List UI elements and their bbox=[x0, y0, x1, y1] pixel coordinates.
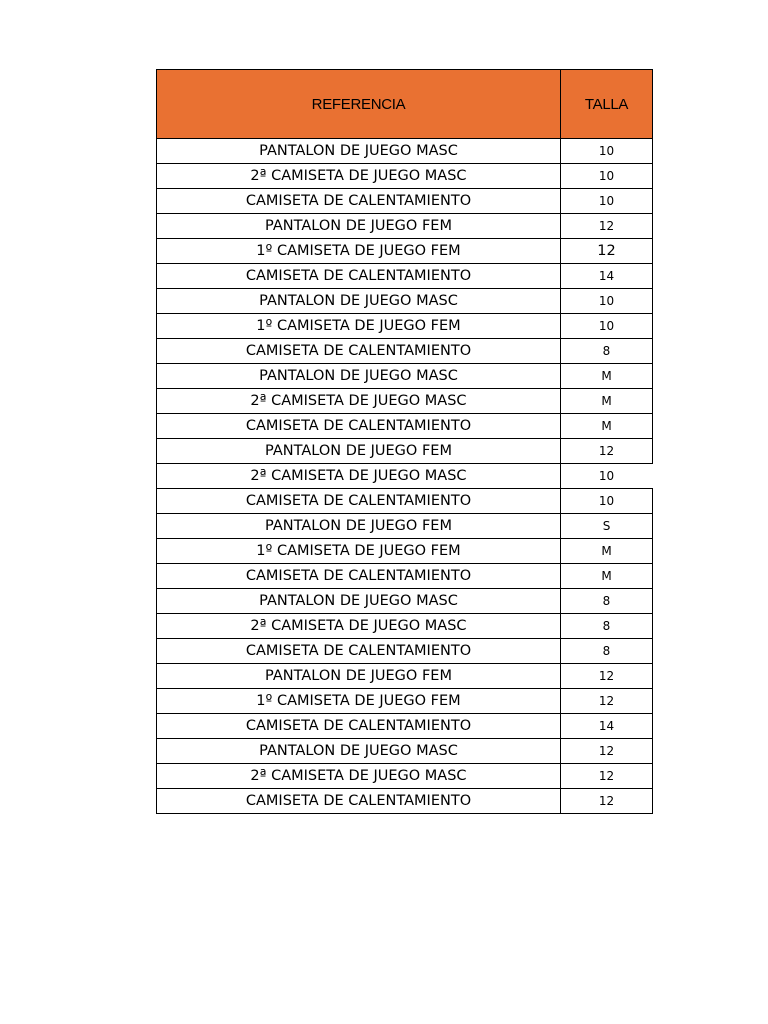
cell-referencia: PANTALON DE JUEGO FEM bbox=[157, 664, 561, 689]
cell-talla: 12 bbox=[561, 689, 653, 714]
cell-talla: 10 bbox=[561, 189, 653, 214]
cell-referencia: 2ª CAMISETA DE JUEGO MASC bbox=[157, 164, 561, 189]
table-row bbox=[157, 639, 653, 664]
cell-referencia: PANTALON DE JUEGO MASC bbox=[157, 739, 561, 764]
cell-talla: 8 bbox=[561, 639, 653, 664]
table-row bbox=[157, 414, 653, 439]
table-row bbox=[157, 739, 653, 764]
table-row bbox=[157, 489, 653, 514]
cell-referencia: CAMISETA DE CALENTAMIENTO bbox=[157, 339, 561, 364]
header-talla: TALLA bbox=[561, 70, 653, 139]
table-row bbox=[157, 364, 653, 389]
cell-referencia: 1º CAMISETA DE JUEGO FEM bbox=[157, 539, 561, 564]
cell-talla: 12 bbox=[561, 439, 653, 464]
cell-referencia: CAMISETA DE CALENTAMIENTO bbox=[157, 714, 561, 739]
cell-talla: 10 bbox=[561, 489, 653, 514]
table-row bbox=[157, 564, 653, 589]
cell-talla: 10 bbox=[561, 289, 653, 314]
table-row bbox=[157, 714, 653, 739]
cell-referencia: CAMISETA DE CALENTAMIENTO bbox=[157, 189, 561, 214]
table-row bbox=[157, 339, 653, 364]
cell-referencia: PANTALON DE JUEGO FEM bbox=[157, 514, 561, 539]
table-row bbox=[157, 314, 653, 339]
cell-talla: 12 bbox=[561, 239, 653, 264]
cell-talla: 12 bbox=[561, 764, 653, 789]
cell-referencia: PANTALON DE JUEGO MASC bbox=[157, 139, 561, 164]
cell-talla: 14 bbox=[561, 714, 653, 739]
cell-talla: M bbox=[561, 364, 653, 389]
cell-referencia: 2ª CAMISETA DE JUEGO MASC bbox=[157, 614, 561, 639]
cell-referencia: PANTALON DE JUEGO FEM bbox=[157, 214, 561, 239]
table-row bbox=[157, 514, 653, 539]
cell-talla: 12 bbox=[561, 739, 653, 764]
cell-talla: 10 bbox=[561, 164, 653, 189]
cell-referencia: CAMISETA DE CALENTAMIENTO bbox=[157, 564, 561, 589]
table-row bbox=[157, 389, 653, 414]
table-row bbox=[157, 689, 653, 714]
cell-referencia: CAMISETA DE CALENTAMIENTO bbox=[157, 639, 561, 664]
cell-referencia: CAMISETA DE CALENTAMIENTO bbox=[157, 264, 561, 289]
cell-referencia: PANTALON DE JUEGO FEM bbox=[157, 439, 561, 464]
cell-talla: 12 bbox=[561, 664, 653, 689]
table-row bbox=[157, 589, 653, 614]
table-row bbox=[157, 264, 653, 289]
table-row bbox=[157, 539, 653, 564]
table-row bbox=[157, 664, 653, 689]
cell-referencia: CAMISETA DE CALENTAMIENTO bbox=[157, 414, 561, 439]
cell-referencia: CAMISETA DE CALENTAMIENTO bbox=[157, 489, 561, 514]
cell-talla: 12 bbox=[561, 789, 653, 814]
size-table bbox=[156, 69, 653, 814]
cell-talla: M bbox=[561, 389, 653, 414]
header-referencia: REFERENCIA bbox=[157, 70, 561, 139]
cell-talla: M bbox=[561, 564, 653, 589]
table-row bbox=[157, 164, 653, 189]
table-row bbox=[157, 789, 653, 814]
cell-talla: 8 bbox=[561, 614, 653, 639]
table-row bbox=[157, 239, 653, 264]
cell-referencia: 1º CAMISETA DE JUEGO FEM bbox=[157, 689, 561, 714]
cell-talla: 10 bbox=[561, 139, 653, 164]
cell-referencia: 2ª CAMISETA DE JUEGO MASC bbox=[157, 464, 561, 489]
cell-talla: M bbox=[561, 539, 653, 564]
table-row bbox=[157, 139, 653, 164]
cell-talla: 8 bbox=[561, 589, 653, 614]
table-row bbox=[157, 214, 653, 239]
cell-talla: S bbox=[561, 514, 653, 539]
cell-referencia: 1º CAMISETA DE JUEGO FEM bbox=[157, 314, 561, 339]
cell-talla: 8 bbox=[561, 339, 653, 364]
table-row bbox=[157, 289, 653, 314]
cell-talla: M bbox=[561, 414, 653, 439]
table-row bbox=[157, 464, 653, 489]
cell-referencia: PANTALON DE JUEGO MASC bbox=[157, 364, 561, 389]
cell-talla: 12 bbox=[561, 214, 653, 239]
cell-referencia: PANTALON DE JUEGO MASC bbox=[157, 589, 561, 614]
cell-referencia: 2ª CAMISETA DE JUEGO MASC bbox=[157, 389, 561, 414]
cell-talla: 14 bbox=[561, 264, 653, 289]
cell-referencia: 1º CAMISETA DE JUEGO FEM bbox=[157, 239, 561, 264]
cell-talla: 10 bbox=[561, 464, 653, 489]
cell-referencia: 2ª CAMISETA DE JUEGO MASC bbox=[157, 764, 561, 789]
header-row bbox=[157, 70, 653, 139]
table-row bbox=[157, 614, 653, 639]
cell-talla: 10 bbox=[561, 314, 653, 339]
cell-referencia: CAMISETA DE CALENTAMIENTO bbox=[157, 789, 561, 814]
table-row bbox=[157, 439, 653, 464]
table-row bbox=[157, 764, 653, 789]
table-row bbox=[157, 189, 653, 214]
cell-referencia: PANTALON DE JUEGO MASC bbox=[157, 289, 561, 314]
table-body bbox=[157, 139, 653, 814]
